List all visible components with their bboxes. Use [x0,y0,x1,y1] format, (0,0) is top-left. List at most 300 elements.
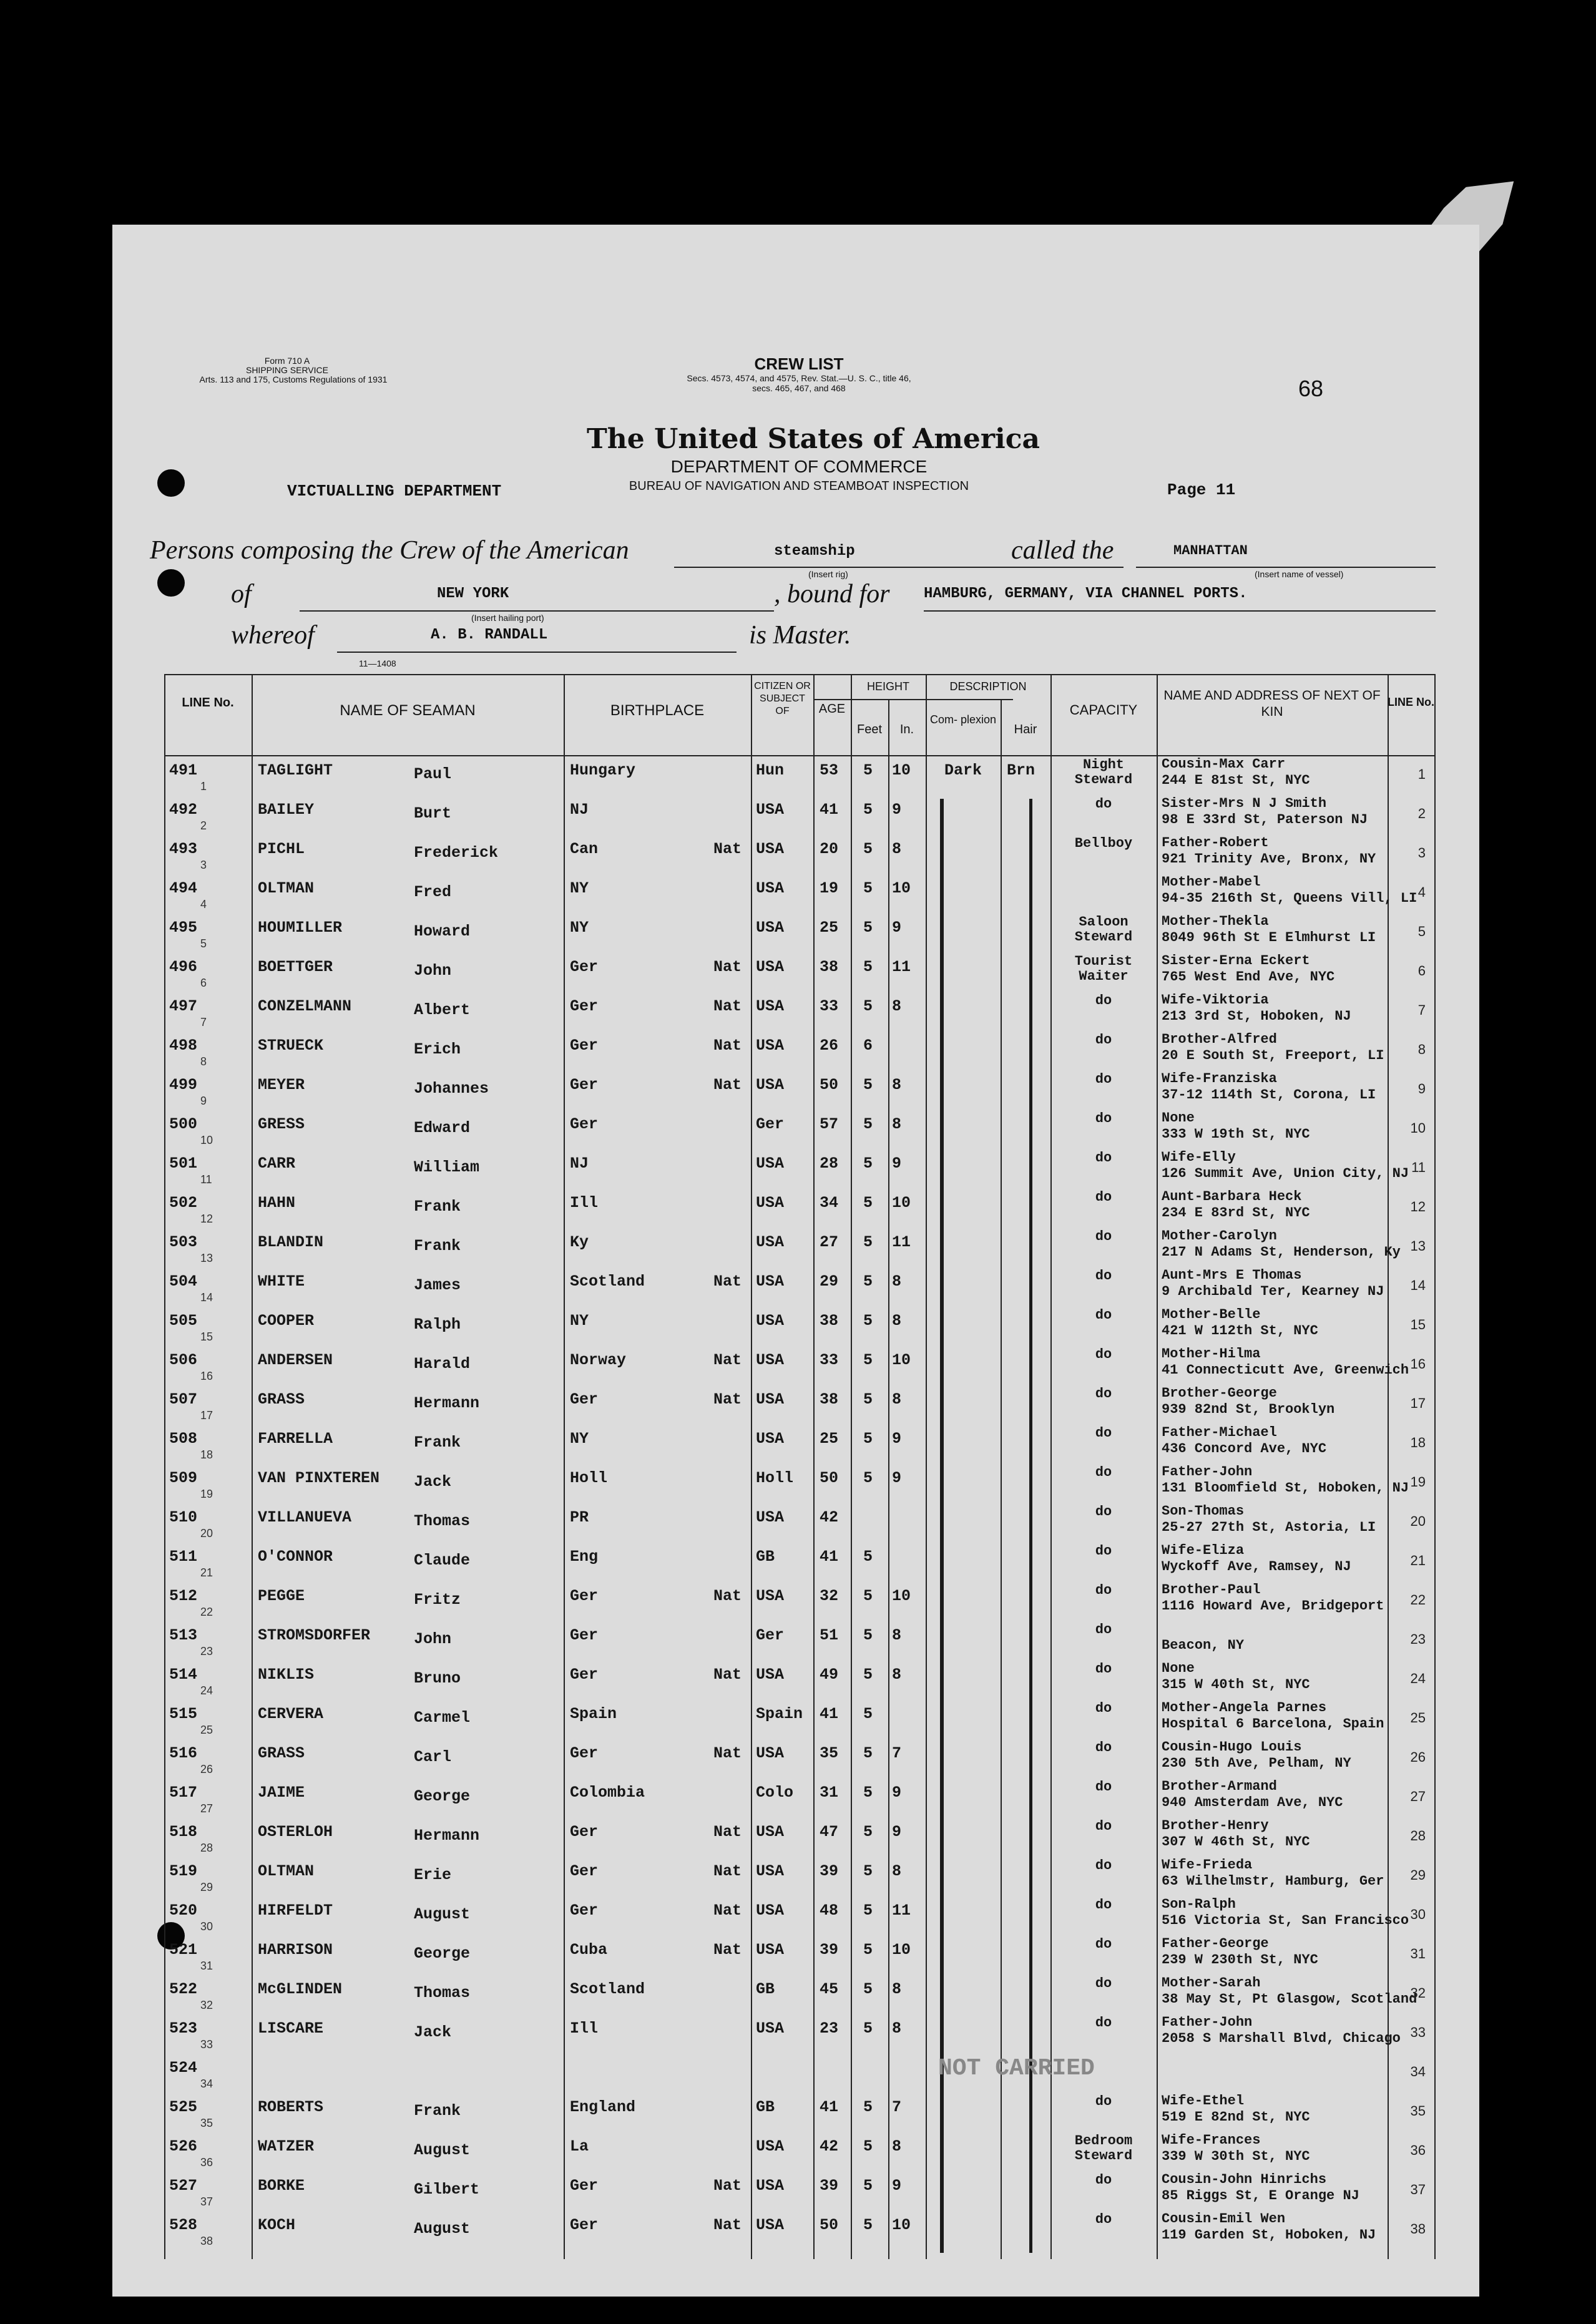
height-inches: 8 [892,2019,902,2038]
line-number-right: 25 [1410,1710,1426,1726]
capacity: do [1095,1347,1112,1362]
rig-hint: (Insert rig) [808,569,848,579]
seaman-surname: OLTMAN [258,879,315,897]
height-inches: 10 [892,1351,911,1369]
next-of-kin-address: 339 W 30th St, NYC [1162,2149,1310,2164]
seaman-given-name: George [414,1787,471,1805]
seaman-given-name: Harald [414,1355,471,1373]
next-of-kin-name: Brother-Paul [1162,1582,1261,1598]
height-feet: 5 [863,1076,873,1094]
citizenship: USA [756,840,785,858]
next-of-kin-name: Father-Robert [1162,835,1269,851]
naturalized-mark: Nat [713,1272,742,1291]
height-inches: 8 [892,1312,902,1330]
age: 42 [820,1508,839,1526]
height-inches: 9 [892,919,902,937]
crew-number: 519 [169,1862,198,1880]
age: 48 [820,1902,839,1920]
seaman-given-name: Frank [414,1198,461,1216]
citizenship: USA [756,1312,785,1330]
line-number-right: 23 [1410,1631,1426,1647]
height-inches: 9 [892,1469,902,1487]
age: 57 [820,1115,839,1133]
crew-number: 528 [169,2216,198,2234]
age: 41 [820,2098,839,2116]
line-number-right: 18 [1410,1435,1426,1450]
capacity: do [1095,2212,1112,2227]
line-number: 26 [200,1763,213,1775]
next-of-kin-name: Father-John [1162,2014,1253,2030]
age: 29 [820,1272,839,1291]
crew-row [164,1306,1434,1343]
seaman-given-name: Thomas [414,1512,471,1530]
crew-row [164,2131,1434,2169]
crew-row [164,755,1434,793]
next-of-kin-address: Beacon, NY [1162,1638,1245,1653]
height-feet: 5 [863,1548,873,1566]
vessel-name: MANHATTAN [1173,543,1248,559]
seaman-surname: PICHL [258,840,305,858]
age: 35 [820,1744,839,1762]
line-number-right: 5 [1417,924,1426,939]
next-of-kin-name: Mother-Thekla [1162,914,1269,929]
next-of-kin-address: 20 E South St, Freeport, LI [1162,1048,1384,1063]
birthplace: Can [570,840,599,858]
next-of-kin-address: 1116 Howard Ave, Bridgeport [1162,1598,1384,1614]
age: 27 [820,1233,839,1251]
seaman-surname: BLANDIN [258,1233,324,1251]
next-of-kin-name: Brother-Armand [1162,1779,1277,1794]
seaman-surname: JAIME [258,1784,305,1802]
next-of-kin-address: 119 Garden St, Hoboken, NJ [1162,2227,1376,2243]
citizenship: USA [756,919,785,937]
crew-number: 526 [169,2137,198,2156]
age: 39 [820,1862,839,1880]
next-of-kin-address: 921 Trinity Ave, Bronx, NY [1162,851,1376,867]
height-inches: 8 [892,1666,902,1684]
crew-number: 527 [169,2177,198,2195]
citizenship: GB [756,2098,775,2116]
height-feet: 5 [863,1823,873,1841]
seaman-surname: CARR [258,1155,296,1173]
age: 38 [820,958,839,976]
birthplace: Ger [570,997,599,1015]
crew-number: 524 [169,2059,198,2077]
seaman-surname: MEYER [258,1076,305,1094]
seaman-given-name: Jack [414,1473,452,1491]
line-number: 5 [200,937,207,950]
naturalized-mark: Nat [713,840,742,858]
height-inches: 11 [892,958,911,976]
seaman-surname: HOUMILLER [258,919,343,937]
next-of-kin-name: Mother-Carolyn [1162,1228,1277,1244]
capacity: do [1095,1936,1112,1952]
seaman-surname: WHITE [258,1272,305,1291]
crew-number: 516 [169,1744,198,1762]
height-feet: 5 [863,1705,873,1723]
header-height: HEIGHT [866,680,909,693]
next-of-kin-name: Wife-Elly [1162,1150,1236,1165]
naturalized-mark: Nat [713,1076,742,1094]
citizenship: USA [756,1076,785,1094]
line-number: 23 [200,1645,213,1658]
capacity: do [1095,1386,1112,1402]
line-number: 17 [200,1409,213,1422]
capacity: do [1095,1268,1112,1284]
seaman-given-name: Fred [414,883,452,901]
crew-number: 499 [169,1076,198,1094]
next-of-kin-name: Mother-Mabel [1162,874,1261,890]
crew-row [164,1463,1434,1500]
capacity: do [1095,1897,1112,1913]
age: 50 [820,1469,839,1487]
birthplace: Ill [570,1194,599,1212]
age: 45 [820,1980,839,1998]
seaman-surname: BOETTGER [258,958,333,976]
crew-number: 495 [169,919,198,937]
seaman-surname: NIKLIS [258,1666,315,1684]
crew-row [164,1935,1434,1972]
height-feet: 5 [863,1390,873,1409]
height-feet: 5 [863,2177,873,2195]
next-of-kin-address: 9 Archibald Ter, Kearney NJ [1162,1284,1384,1299]
crew-row [164,991,1434,1028]
next-of-kin-name: Son-Thomas [1162,1503,1245,1519]
seaman-surname: HIRFELDT [258,1902,333,1920]
next-of-kin-address: 315 W 40th St, NYC [1162,1677,1310,1692]
crew-number: 520 [169,1902,198,1920]
next-of-kin-address: 85 Riggs St, E Orange NJ [1162,2188,1359,2204]
birthplace: Ger [570,1037,599,1055]
seaman-given-name: George [414,1945,471,1963]
crew-row [164,1581,1434,1618]
age: 39 [820,2177,839,2195]
next-of-kin-name: Mother-Angela Parnes [1162,1700,1327,1716]
height-inches: 8 [892,997,902,1015]
line-number-right: 26 [1410,1749,1426,1765]
crew-row [164,2170,1434,2208]
next-of-kin-name: Cousin-Hugo Louis [1162,1739,1302,1755]
punch-hole [157,469,185,497]
citizenship: GB [756,1548,775,1566]
crew-row [164,873,1434,911]
birthplace: Spain [570,1705,617,1723]
next-of-kin-address: 940 Amsterdam Ave, NYC [1162,1795,1343,1810]
master-name: A. B. RANDALL [431,627,548,643]
capacity: do [1095,1779,1112,1795]
citizenship: Colo [756,1784,794,1802]
seaman-surname: HARRISON [258,1941,333,1959]
capacity: do [1095,1622,1112,1638]
next-of-kin-address: 213 3rd St, Hoboken, NJ [1162,1008,1351,1024]
seaman-given-name: Erich [414,1040,461,1058]
citizenship: USA [756,1037,785,1055]
next-of-kin-address: 516 Victoria St, San Francisco [1162,1913,1409,1928]
line-number: 31 [200,1960,213,1972]
called-text: called the [1011,536,1114,565]
seaman-surname: HAHN [258,1194,296,1212]
line-number-right: 16 [1410,1356,1426,1372]
line-number-right: 34 [1410,2064,1426,2079]
port-hint: (Insert hailing port) [471,613,544,623]
age: 26 [820,1037,839,1055]
capacity: do [1095,1425,1112,1441]
line-number-right: 22 [1410,1592,1426,1608]
form-sections-2: secs. 465, 467, and 468 [752,383,846,393]
punch-hole [157,569,185,597]
crew-list-page [112,225,1479,2297]
crew-row [164,1188,1434,1225]
line-number: 4 [200,898,207,911]
age: 33 [820,1351,839,1369]
age: 42 [820,2137,839,2156]
seaman-given-name: Burt [414,804,452,823]
line-number: 32 [200,1999,213,2011]
crew-row [164,2053,1434,2090]
capacity: do [1095,1976,1112,1991]
height-inches: 9 [892,1430,902,1448]
line-number-right: 19 [1410,1474,1426,1490]
capacity: do [1095,1150,1112,1166]
destination: HAMBURG, GERMANY, VIA CHANNEL PORTS. [924,585,1248,602]
naturalized-mark: Nat [713,1351,742,1369]
height-inches: 10 [892,1587,911,1605]
birthplace: Ger [570,2177,599,2195]
next-of-kin-name: None [1162,1661,1195,1676]
next-of-kin-name: Mother-Sarah [1162,1975,1261,1991]
capacity: do [1095,1819,1112,1834]
next-of-kin-address: 131 Bloomfield St, Hoboken, NJ [1162,1480,1409,1496]
page-label-stamp: Page 11 [1167,481,1236,499]
height-feet: 5 [863,1194,873,1212]
crew-number: 493 [169,840,198,858]
citizenship: USA [756,1272,785,1291]
next-of-kin-name: Brother-George [1162,1385,1277,1401]
crew-number: 506 [169,1351,198,1369]
height-inches: 9 [892,2177,902,2195]
header-complexion: Com- plexion [929,713,997,726]
line-number-right: 28 [1410,1828,1426,1843]
next-of-kin-address: 765 West End Ave, NYC [1162,969,1335,985]
height-feet: 5 [863,1902,873,1920]
seaman-given-name: Carmel [414,1709,471,1727]
crew-number: 523 [169,2019,198,2038]
capacity: Bellboy [1074,836,1133,851]
crew-number: 508 [169,1430,198,1448]
capacity: Saloon Steward [1074,914,1133,945]
line-number: 14 [200,1291,213,1304]
line-number: 34 [200,2077,213,2090]
seaman-surname: STRUECK [258,1037,324,1055]
height-inches: 9 [892,1784,902,1802]
form-title: CREW LIST [754,354,844,373]
age: 41 [820,1548,839,1566]
crew-number: 517 [169,1784,198,1802]
seaman-surname: TAGLIGHT [258,761,333,779]
birthplace: Scotland [570,1272,645,1291]
line-number: 35 [200,2117,213,2129]
citizenship: USA [756,1744,785,1762]
height-inches: 8 [892,1115,902,1133]
header-capacity: CAPACITY [1069,702,1138,718]
seaman-surname: ROBERTS [258,2098,324,2116]
seaman-given-name: Ralph [414,1316,461,1334]
citizenship: USA [756,1194,785,1212]
capacity: Bedroom Steward [1074,2133,1133,2164]
crew-row [164,1345,1434,1382]
capacity: do [1095,2172,1112,2188]
crew-number: 502 [169,1194,198,1212]
height-feet: 5 [863,2019,873,2038]
age: 25 [820,1430,839,1448]
citizenship: USA [756,1155,785,1173]
citizenship: USA [756,2137,785,2156]
crew-number: 513 [169,1626,198,1644]
bound-text: , bound for [774,580,890,608]
height-inches: 10 [892,1941,911,1959]
seaman-surname: WATZER [258,2137,315,2156]
line-number-right: 20 [1410,1513,1426,1529]
citizenship: Hun [756,761,785,779]
crew-row [164,1738,1434,1775]
seaman-surname: OLTMAN [258,1862,315,1880]
seaman-surname: KOCH [258,2216,296,2234]
birthplace: Eng [570,1548,599,1566]
line-number: 22 [200,1606,213,1618]
next-of-kin-address: Wyckoff Ave, Ramsey, NJ [1162,1559,1351,1575]
crew-row [164,1030,1434,1068]
line-number-right: 9 [1417,1081,1426,1096]
crew-row [164,1659,1434,1697]
next-of-kin-name: Mother-Belle [1162,1307,1261,1322]
age: 41 [820,801,839,819]
line-number: 29 [200,1881,213,1893]
crew-row [164,834,1434,871]
age: 20 [820,840,839,858]
capacity: Night Steward [1074,757,1133,788]
hair: Brn [1007,761,1035,779]
seaman-surname: BORKE [258,2177,305,2195]
crew-number: 507 [169,1390,198,1409]
height-feet: 5 [863,1115,873,1133]
line-number: 36 [200,2156,213,2169]
line-number: 25 [200,1724,213,1736]
age: 49 [820,1666,839,1684]
citizenship: USA [756,2019,785,2038]
header-next-of-kin: NAME AND ADDRESS OF NEXT OF KIN [1163,688,1381,719]
capacity: do [1095,1701,1112,1716]
citizenship: USA [756,1823,785,1841]
line-number: 19 [200,1488,213,1500]
naturalized-mark: Nat [713,958,742,976]
crew-row [164,2092,1434,2129]
line-number: 2 [200,819,207,832]
next-of-kin-address: 94-35 216th St, Queens Vill, LI [1162,891,1417,906]
naturalized-mark: Nat [713,1666,742,1684]
next-of-kin-name: Father-George [1162,1936,1269,1951]
line-number: 9 [200,1095,207,1107]
next-of-kin-name: Sister-Mrs N J Smith [1162,796,1327,811]
of-text: of [231,580,252,608]
next-of-kin-name: Aunt-Barbara Heck [1162,1189,1302,1204]
height-feet: 5 [863,761,873,779]
height-feet: 5 [863,1862,873,1880]
height-feet: 5 [863,801,873,819]
crew-row [164,1817,1434,1854]
seaman-surname: CONZELMANN [258,997,352,1015]
crew-number: 496 [169,958,198,976]
birthplace: Ger [570,1115,599,1133]
capacity: do [1095,1740,1112,1755]
line-number: 30 [200,1920,213,1933]
seaman-given-name: Bruno [414,1669,461,1687]
next-of-kin-address: 421 W 112th St, NYC [1162,1323,1318,1339]
next-of-kin-name: Father-Michael [1162,1425,1277,1440]
height-inches: 9 [892,1823,902,1841]
next-of-kin-name: None [1162,1110,1195,1126]
capacity: do [1095,1504,1112,1520]
age: 51 [820,1626,839,1644]
form-articles: Arts. 113 and 175, Customs Regulations of 1931 [199,374,388,384]
next-of-kin-address: 234 E 83rd St, NYC [1162,1205,1310,1221]
next-of-kin-address: 8049 96th St E Elmhurst LI [1162,930,1376,945]
next-of-kin-address: Hospital 6 Barcelona, Spain [1162,1716,1384,1732]
header-inches: In. [899,723,914,736]
height-feet: 5 [863,1430,873,1448]
birthplace: Ger [570,2216,599,2234]
department-heading: DEPARTMENT OF COMMERCE [670,457,928,476]
crew-row [164,1266,1434,1304]
next-of-kin-name: Brother-Alfred [1162,1032,1277,1047]
seaman-given-name: Hermann [414,1827,480,1845]
complexion: Dark [944,761,982,779]
seaman-surname: OSTERLOH [258,1823,333,1841]
age: 38 [820,1312,839,1330]
birthplace: PR [570,1508,589,1526]
line-number: 27 [200,1802,213,1815]
height-inches: 8 [892,1626,902,1644]
seaman-given-name: John [414,1630,452,1648]
line-number-right: 38 [1410,2221,1426,2237]
next-of-kin-address: 2058 S Marshall Blvd, Chicago [1162,2031,1401,2046]
crew-number: 514 [169,1666,198,1684]
citizenship: Spain [756,1705,803,1723]
line-number-right: 29 [1410,1867,1426,1883]
birthplace: Ger [570,1823,599,1841]
height-inches: 9 [892,801,902,819]
age: 50 [820,2216,839,2234]
height-feet: 5 [863,840,873,858]
capacity: do [1095,2015,1112,2031]
line-number: 13 [200,1252,213,1264]
line-number: 28 [200,1842,213,1854]
birthplace: La [570,2137,589,2156]
crew-row [164,1148,1434,1186]
birthplace: Ger [570,958,599,976]
next-of-kin-name: Cousin-John Hinrichs [1162,2172,1327,2187]
line-number-right: 17 [1410,1395,1426,1411]
crew-number: 494 [169,879,198,897]
birthplace: Holl [570,1469,608,1487]
seaman-surname: O'CONNOR [258,1548,333,1566]
age: 39 [820,1941,839,1959]
seaman-given-name: Frank [414,1433,461,1452]
citizenship: USA [756,1862,785,1880]
print-code: 11—1408 [359,658,396,668]
crew-number: 510 [169,1508,198,1526]
height-inches: 10 [892,1194,911,1212]
capacity: do [1095,1189,1112,1205]
